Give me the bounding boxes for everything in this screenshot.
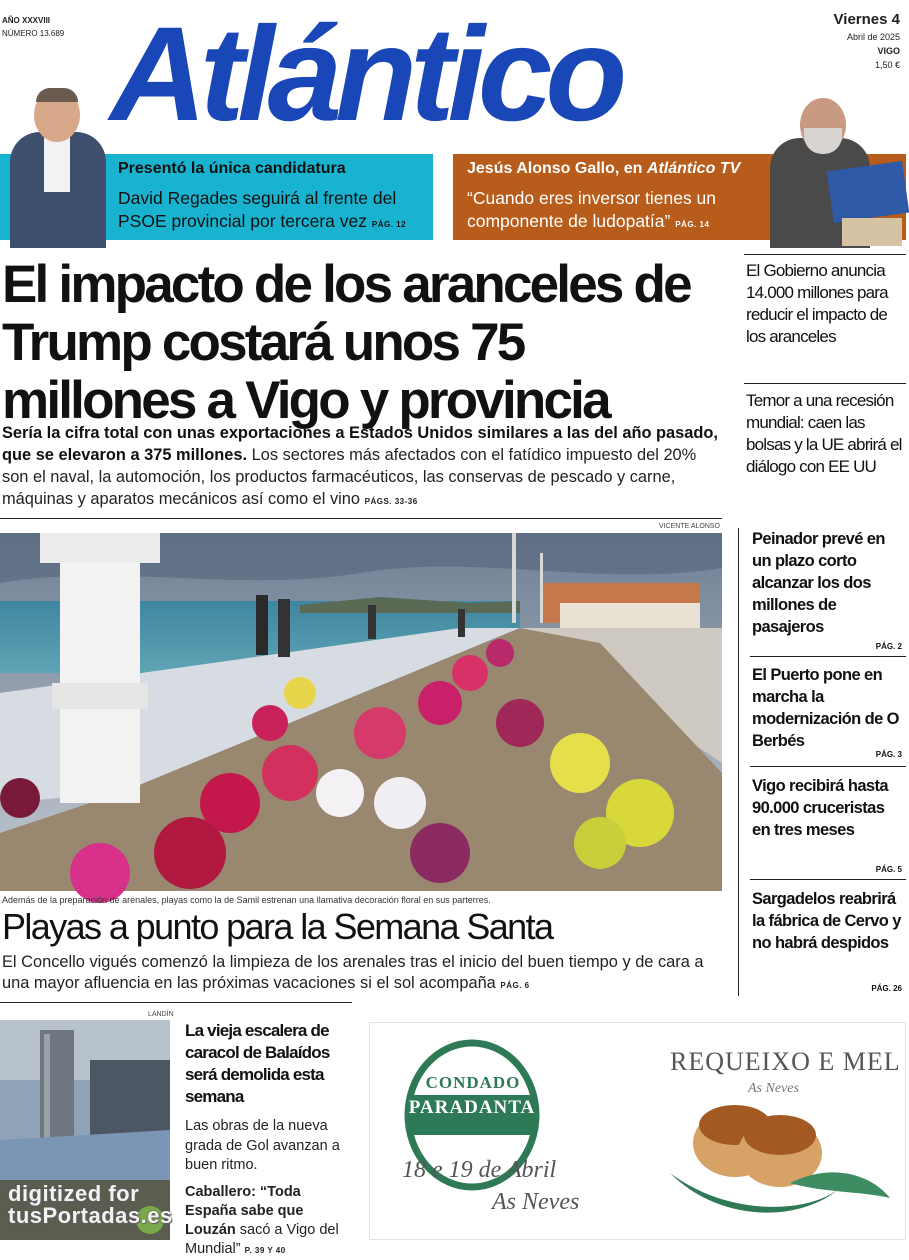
year-label: AÑO XXXVIII	[2, 16, 51, 25]
side-story-peinador[interactable]: Peinador prevé en un plazo corto alcanzar los dos millones de pasajeros	[752, 530, 885, 636]
month-year: Abril de 2025	[846, 32, 900, 42]
divider	[0, 1002, 352, 1003]
teaser-heading: Jesús Alonso Gallo, en Atlántico TV	[467, 160, 741, 177]
divider	[750, 656, 906, 657]
page-reference: PÁG. 6	[500, 981, 530, 990]
ad-brand-top: CONDADO	[425, 1073, 521, 1092]
balaidos-headline[interactable]: La vieja escalera de caracol de Balaídos será demolida esta semana	[185, 1021, 330, 1106]
page-reference: PÁG. 26	[871, 984, 902, 993]
beach-photo-illustration	[0, 533, 722, 891]
ad-event-sub: As Neves	[748, 1081, 799, 1096]
beach-flowers-photo[interactable]	[0, 533, 722, 891]
divider	[738, 528, 739, 996]
divider	[0, 518, 722, 519]
side-story-gobierno[interactable]: El Gobierno anuncia 14.000 millones para reducir el impacto de los aranceles	[746, 261, 888, 346]
ad-place: As Neves	[492, 1189, 580, 1215]
caballero-quote[interactable]: Caballero: “Toda España sabe que Louzán sacó a Vigo del Mundial” P. 39 Y 40	[185, 1184, 339, 1257]
price: 1,50 €	[874, 60, 900, 70]
weekday-date: Viernes 4	[833, 11, 900, 28]
page-reference: PÁG. 5	[875, 865, 902, 874]
side-story-cruceristas[interactable]: Vigo recibirá hasta 90.000 cruceristas en tres meses	[752, 777, 888, 839]
photo-credit: VICENTE ALONSO	[658, 523, 720, 530]
beach-headline[interactable]: Playas a punto para la Semana Santa	[2, 906, 553, 947]
page-reference: PÁG. 3	[875, 750, 902, 759]
ad-brand-bottom: PARADANTA	[408, 1097, 536, 1118]
politician-photo	[10, 88, 110, 248]
divider	[750, 766, 906, 767]
main-lead: Sería la cifra total con unas exportaciones a Estados Unidos similares a las del año pasado, que se elevaron a 375 millones. Los sectores más afectados con el fatídico impuesto del 20% son el naval, la automoción, los productos farmacéuticos, las conservas de pescado y carne, máquinas y aparatos mecánicos así como el vino PÁGS. 33-36	[2, 424, 718, 508]
edition-city: VIGO	[877, 46, 900, 56]
newspaper-logo[interactable]: Atlántico	[110, 0, 621, 149]
divider	[744, 383, 906, 384]
issue-number: NÚMERO 13.689	[2, 29, 65, 38]
ad-dates: 18 e 19 de Abril	[402, 1157, 557, 1183]
page-reference: PÁG. 12	[371, 220, 407, 229]
digitized-watermark: digitized for tusPortadas.es	[8, 1181, 173, 1228]
teaser-heading: Presentó la única candidatura	[118, 160, 346, 177]
edition-info	[2, 14, 64, 40]
ad-event-name: REQUEIXO E MEL	[670, 1047, 901, 1076]
photo-caption: Además de la preparación de arenales, playas como la de Samil estrenan una llamativa decoración floral en sus parterres.	[2, 895, 491, 905]
side-story-recesion[interactable]: Temor a una recesión mundial: caen las bolsas y la UE abrirá el diálogo con EE UU	[746, 391, 902, 476]
teaser-body: “Cuando eres inversor tienes un componente de ludopatía” PÁG. 14	[467, 188, 717, 231]
page-reference: P. 39 Y 40	[244, 1246, 286, 1255]
beach-text: El Concello vigués comenzó la limpieza de los arenales tras el inicio del buen tiempo y de cara a una mayor afluencia en las próximas vacaciones si el sol acompaña PÁG. 6	[2, 953, 704, 992]
side-story-sargadelos[interactable]: Sargadelos reabrirá la fábrica de Cervo y no habrá despidos	[752, 890, 901, 952]
divider	[750, 879, 906, 880]
divider	[744, 254, 906, 255]
page-reference: PÁG. 2	[875, 642, 902, 651]
photo-credit: LANDÍN	[148, 1011, 174, 1018]
teaser-body: David Regades seguirá al frente del PSOE provincial por tercera vez PÁG. 12	[118, 188, 407, 231]
side-story-puerto[interactable]: El Puerto pone en marcha la modernización de O Berbés	[752, 666, 899, 750]
page-reference: PÁGS. 33-36	[364, 497, 418, 506]
date-info	[834, 10, 900, 72]
interviewee-photo	[770, 98, 906, 248]
condado-paradanta-ad[interactable]	[369, 1022, 906, 1240]
page-reference: PÁG. 14	[675, 220, 710, 229]
balaidos-text: Las obras de la nueva grada de Gol avanzan a buen ritmo.	[185, 1118, 340, 1173]
main-headline[interactable]: El impacto de los aranceles de Trump costará unos 75 millones a Vigo y provincia	[2, 255, 690, 430]
